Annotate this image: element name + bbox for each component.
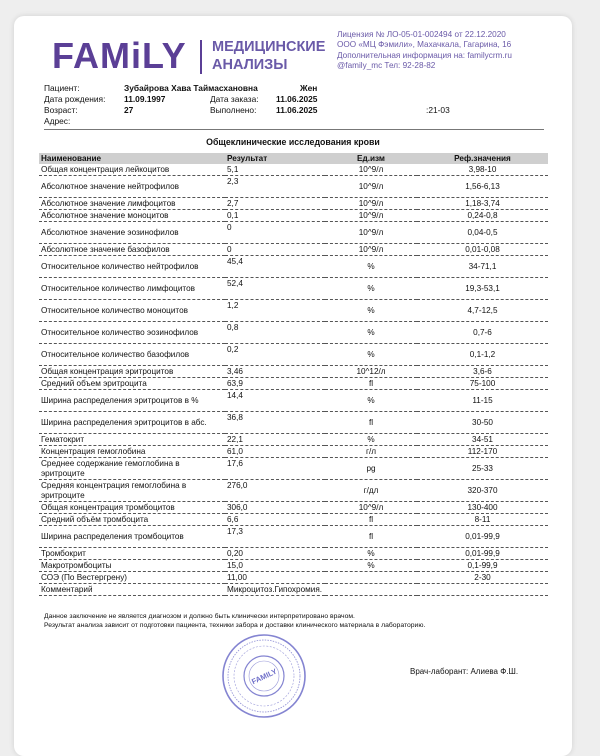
- cell-ref: 112-170: [417, 446, 548, 458]
- cell-unit: 10^9/л: [325, 198, 417, 210]
- col-header-name: Наименование: [39, 153, 225, 164]
- cell-name: Относительное количество моноцитов: [39, 300, 225, 322]
- cell-name: Концентрация гемоглобина: [39, 446, 225, 458]
- patient-row-address: [44, 116, 554, 127]
- disclaimer-line1: Данное заключение не является диагнозом и должно быть клинически интерпретировано врачом.: [44, 613, 355, 620]
- cell-ref: 1,56-6,13: [417, 176, 548, 198]
- order-date-label: Дата заказа:: [210, 94, 259, 104]
- doctor-signature: Врач-лаборант: Алиева Ф.Ш.: [410, 667, 519, 676]
- cell-result: 0,2: [225, 344, 325, 366]
- col-header-unit: Ед.изм: [325, 153, 417, 164]
- cell-name: Относительное количество эозинофилов: [39, 322, 225, 344]
- results-table: [39, 153, 548, 596]
- patient-row-name: [44, 83, 554, 94]
- cell-unit: [325, 572, 417, 584]
- table-row: [39, 480, 548, 502]
- cell-unit: 10^12/л: [325, 366, 417, 378]
- info-website: Дополнительная информация на: familycrm.ru: [337, 50, 512, 60]
- cell-unit: 10^9/л: [325, 222, 417, 244]
- cell-result: 306,0: [225, 502, 325, 514]
- cell-result: 1,2: [225, 300, 325, 322]
- cell-name: Гематокрит: [39, 434, 225, 446]
- done-date-value: 11.06.2025: [276, 105, 318, 115]
- cell-ref: 130-400: [417, 502, 548, 514]
- patient-sex: Жен: [300, 83, 318, 93]
- cell-result: 276,0: [225, 480, 325, 502]
- cell-result: 61,0: [225, 446, 325, 458]
- done-time-value: :21-03: [426, 105, 450, 115]
- cell-result: 0,1: [225, 210, 325, 222]
- logo-subtitle-line1: МЕДИЦИНСКИЕ: [212, 39, 326, 55]
- patient-row-dob: [44, 94, 554, 105]
- table-row: [39, 222, 548, 244]
- cell-name: Абсолютное значение эозинофилов: [39, 222, 225, 244]
- cell-ref: 2-30: [417, 572, 548, 584]
- cell-result: 6,6: [225, 514, 325, 526]
- table-row: [39, 548, 548, 560]
- cell-ref: 0,24-0,8: [417, 210, 548, 222]
- cell-ref: 0,01-0,08: [417, 244, 548, 256]
- disclaimer-line2: Результат анализа зависит от подготовки пациента, техники забора и доставки клинического материала в лабораторию.: [44, 622, 426, 629]
- cell-unit: [325, 584, 417, 596]
- table-row: [39, 446, 548, 458]
- cell-name: Относительное количество базофилов: [39, 344, 225, 366]
- table-row: [39, 584, 548, 596]
- cell-name: Среднее содержание гемоглобина в эритроците: [39, 458, 225, 480]
- cell-result: 17,6: [225, 458, 325, 480]
- license-number: Лицензия № ЛО-05-01-002494 от 22.12.2020: [337, 30, 506, 39]
- table-body: [39, 164, 548, 596]
- cell-unit: fl: [325, 514, 417, 526]
- cell-unit: fl: [325, 412, 417, 434]
- cell-unit: 10^9/л: [325, 244, 417, 256]
- cell-unit: %: [325, 300, 417, 322]
- col-header-result: Результат: [225, 153, 325, 164]
- table-row: [39, 278, 548, 300]
- cell-ref: 3,6-6: [417, 366, 548, 378]
- table-row: [39, 390, 548, 412]
- cell-ref: 8-11: [417, 514, 548, 526]
- table-row: [39, 300, 548, 322]
- cell-name: Общая концентрация лейкоцитов: [39, 164, 225, 176]
- cell-unit: %: [325, 256, 417, 278]
- cell-name: Макротромбоциты: [39, 560, 225, 572]
- stamp-text: FAMILY: [250, 666, 279, 687]
- dob-label: Дата рождения:: [44, 94, 106, 104]
- cell-result: 3,46: [225, 366, 325, 378]
- cell-result: 0,20: [225, 548, 325, 560]
- cell-name: Комментарий: [39, 584, 225, 596]
- table-row: [39, 560, 548, 572]
- cell-unit: г/дл: [325, 480, 417, 502]
- cell-result: 17,3: [225, 526, 325, 548]
- cell-name: Средняя концентрация гемоглобина в эритроците: [39, 480, 225, 502]
- logo-divider: [200, 40, 202, 74]
- cell-unit: %: [325, 322, 417, 344]
- cell-unit: %: [325, 434, 417, 446]
- table-row: [39, 502, 548, 514]
- cell-name: Общая концентрация тромбоцитов: [39, 502, 225, 514]
- cell-name: Тромбокрит: [39, 548, 225, 560]
- cell-ref: 25-33: [417, 458, 548, 480]
- cell-unit: г/л: [325, 446, 417, 458]
- table-header-row: [39, 153, 548, 164]
- address-label: Адрес:: [44, 116, 71, 126]
- cell-name: Средний объем эритроцита: [39, 378, 225, 390]
- col-header-ref: Реф.значения: [417, 153, 548, 164]
- cell-result: 0: [225, 222, 325, 244]
- table-row: [39, 322, 548, 344]
- cell-name: Ширина распределения эритроцитов в абс.: [39, 412, 225, 434]
- table-row: [39, 434, 548, 446]
- family-logo: FAMiLY: [52, 35, 187, 76]
- cell-result: 0,8: [225, 322, 325, 344]
- cell-unit: fl: [325, 378, 417, 390]
- cell-ref: 0,01-99,9: [417, 526, 548, 548]
- table-row: [39, 412, 548, 434]
- cell-unit: %: [325, 548, 417, 560]
- patient-row-age: [44, 105, 554, 116]
- cell-result: 11,00: [225, 572, 325, 584]
- cell-ref: 30-50: [417, 412, 548, 434]
- table-row: [39, 176, 548, 198]
- social-phone: @family_mc Тел: 92-28-82: [337, 61, 436, 71]
- cell-result: 5,1: [225, 164, 325, 176]
- table-row: [39, 526, 548, 548]
- age-value: 27: [124, 105, 134, 115]
- cell-name: Относительное количество нейтрофилов: [39, 256, 225, 278]
- table-row: [39, 256, 548, 278]
- table-row: [39, 514, 548, 526]
- cell-unit: 10^9/л: [325, 176, 417, 198]
- cell-name: Абсолютное значение моноцитов: [39, 210, 225, 222]
- cell-ref: 3,98-10: [417, 164, 548, 176]
- table-row: [39, 198, 548, 210]
- cell-result: 0: [225, 244, 325, 256]
- cell-result: 63,9: [225, 378, 325, 390]
- cell-result: 2,3: [225, 176, 325, 198]
- table-row: [39, 572, 548, 584]
- cell-ref: 4,7-12,5: [417, 300, 548, 322]
- report-sheet: [14, 16, 572, 756]
- done-date-label: Выполнено:: [210, 105, 257, 115]
- cell-ref: 0,01-99,9: [417, 548, 548, 560]
- cell-ref: 19,3-53,1: [417, 278, 548, 300]
- cell-unit: %: [325, 390, 417, 412]
- age-label: Возраст:: [44, 105, 78, 115]
- dob-value: 11.09.1997: [124, 94, 166, 104]
- cell-ref: 0,7-6: [417, 322, 548, 344]
- cell-ref: 1,18-3,74: [417, 198, 548, 210]
- cell-ref: 320-370: [417, 480, 548, 502]
- logo-subtitle: [212, 38, 325, 74]
- clinic-stamp: [221, 633, 307, 719]
- company-address: ООО «МЦ Фэмили», Махачкала, Гагарина, 16: [337, 40, 512, 50]
- cell-name: Относительное количество лимфоцитов: [39, 278, 225, 300]
- cell-ref: 11-15: [417, 390, 548, 412]
- table-row: [39, 458, 548, 480]
- cell-result: 52,4: [225, 278, 325, 300]
- cell-name: Абсолютное значение лимфоцитов: [39, 198, 225, 210]
- cell-name: Средний объём тромбоцита: [39, 514, 225, 526]
- patient-info: [44, 83, 554, 127]
- patient-label: Пациент:: [44, 83, 80, 93]
- order-date-value: 11.06.2025: [276, 94, 318, 104]
- cell-name: Ширина распределения эритроцитов в %: [39, 390, 225, 412]
- patient-divider: [44, 129, 544, 130]
- cell-unit: 10^9/л: [325, 210, 417, 222]
- cell-ref: 0,04-0,5: [417, 222, 548, 244]
- table-row: [39, 210, 548, 222]
- cell-ref: 0,1-1,2: [417, 344, 548, 366]
- table-row: [39, 344, 548, 366]
- cell-unit: %: [325, 278, 417, 300]
- cell-name: Абсолютное значение базофилов: [39, 244, 225, 256]
- cell-result: 36,8: [225, 412, 325, 434]
- cell-unit: pg: [325, 458, 417, 480]
- cell-ref: 75-100: [417, 378, 548, 390]
- cell-result: 2,7: [225, 198, 325, 210]
- license-info: [337, 30, 512, 72]
- cell-result: 15,0: [225, 560, 325, 572]
- cell-ref: 34-71,1: [417, 256, 548, 278]
- patient-name: Зубайрова Хава Таймасхановна: [124, 83, 258, 93]
- table-row: [39, 244, 548, 256]
- cell-ref: [417, 584, 548, 596]
- cell-ref: 34-51: [417, 434, 548, 446]
- logo-subtitle-line2: АНАЛИЗЫ: [212, 57, 288, 73]
- cell-unit: %: [325, 560, 417, 572]
- cell-result: 14,4: [225, 390, 325, 412]
- cell-ref: 0,1-99,9: [417, 560, 548, 572]
- cell-unit: 10^9/л: [325, 164, 417, 176]
- cell-unit: 10^9/л: [325, 502, 417, 514]
- section-title: Общеклинические исследования крови: [206, 137, 380, 147]
- cell-result: Микроцитоз.Гипохромия.: [225, 584, 325, 596]
- cell-name: СОЭ (По Вестергрену): [39, 572, 225, 584]
- cell-name: Абсолютное значение нейтрофилов: [39, 176, 225, 198]
- cell-result: 45,4: [225, 256, 325, 278]
- cell-result: 22,1: [225, 434, 325, 446]
- disclaimer: [44, 612, 425, 630]
- table-row: [39, 164, 548, 176]
- cell-unit: fl: [325, 526, 417, 548]
- cell-name: Общая концентрация эритроцитов: [39, 366, 225, 378]
- cell-name: Ширина распределения тромбоцитов: [39, 526, 225, 548]
- table-row: [39, 366, 548, 378]
- table-row: [39, 378, 548, 390]
- cell-unit: %: [325, 344, 417, 366]
